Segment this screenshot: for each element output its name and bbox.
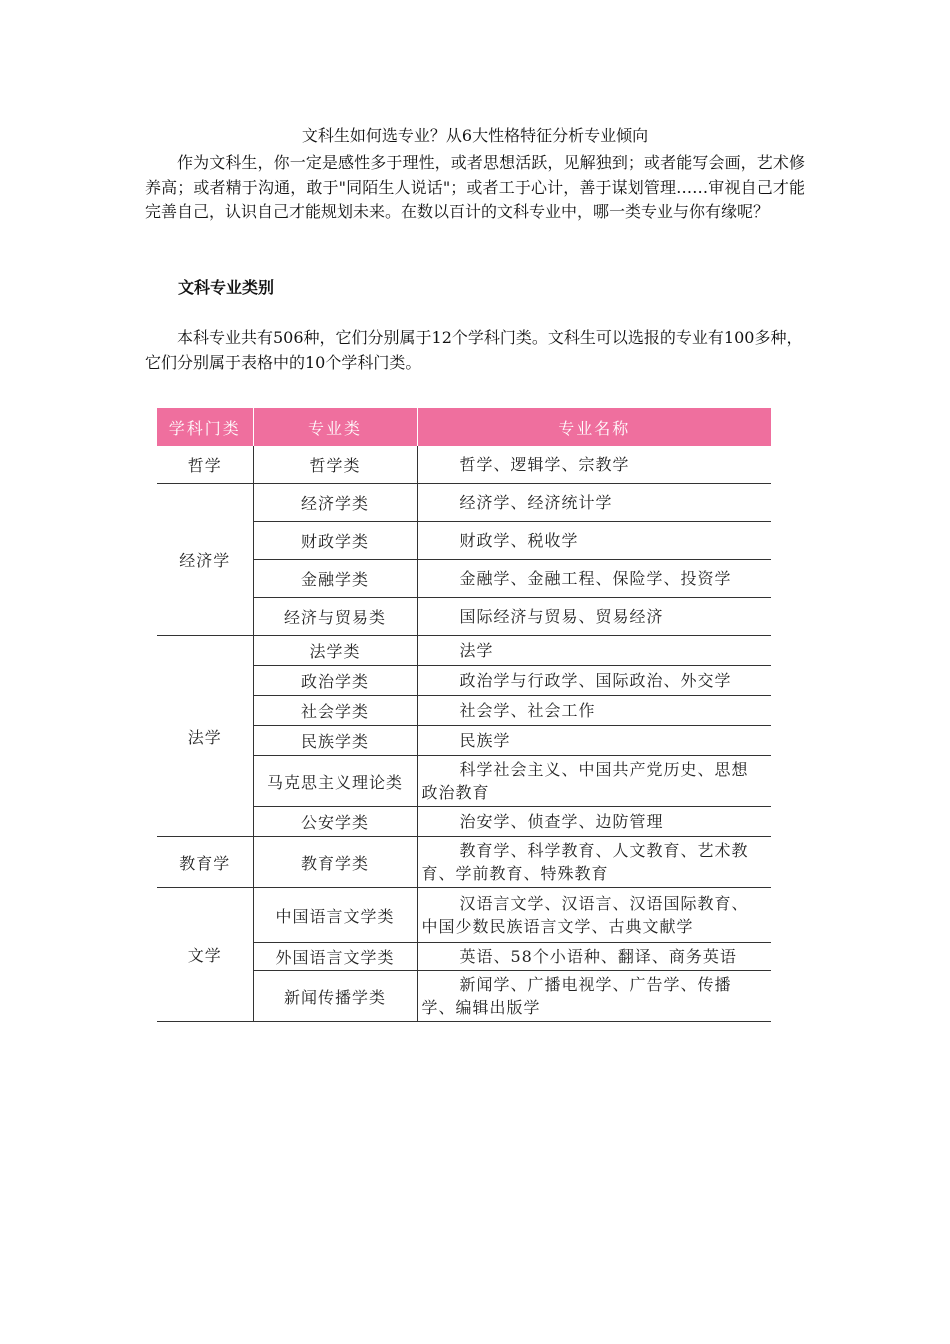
section-heading: 文科专业类别: [178, 278, 275, 297]
majors-table: [157, 408, 771, 1022]
names-cell: 治安学、侦查学、边防管理: [417, 807, 771, 837]
names-cell: 新闻学、广播电视学、广告学、传播学、编辑出版学: [417, 971, 771, 1022]
group-cell: 外国语言文学类: [253, 943, 417, 971]
names-cell: 教育学、科学教育、人文教育、艺术教育、学前教育、特殊教育: [417, 837, 771, 888]
group-cell: 民族学类: [253, 726, 417, 756]
table-row: [157, 636, 771, 666]
category-cell: 教育学: [157, 837, 253, 888]
header-names: 专业名称: [417, 408, 771, 446]
category-cell: 法学: [157, 636, 253, 837]
group-cell: 金融学类: [253, 560, 417, 598]
group-cell: 政治学类: [253, 666, 417, 696]
table-header-row: [157, 408, 771, 446]
names-cell: 金融学、金融工程、保险学、投资学: [417, 560, 771, 598]
group-cell: 中国语言文学类: [253, 888, 417, 943]
group-cell: 公安学类: [253, 807, 417, 837]
table-row: [157, 888, 771, 943]
header-group: 专业类: [253, 408, 417, 446]
group-cell: 经济与贸易类: [253, 598, 417, 636]
category-cell: 经济学: [157, 484, 253, 636]
table-row: [157, 837, 771, 888]
table-row: [157, 446, 771, 484]
group-cell: 新闻传播学类: [253, 971, 417, 1022]
names-cell: 经济学、经济统计学: [417, 484, 771, 522]
category-cell: 文学: [157, 888, 253, 1022]
names-cell: 科学社会主义、中国共产党历史、思想政治教育: [417, 756, 771, 807]
header-category: 学科门类: [157, 408, 253, 446]
names-cell: 社会学、社会工作: [417, 696, 771, 726]
page-title: 文科生如何选专业？从6大性格特征分析专业倾向: [301, 126, 649, 145]
names-cell: 哲学、逻辑学、宗教学: [417, 446, 771, 484]
group-cell: 法学类: [253, 636, 417, 666]
category-cell: 哲学: [157, 446, 253, 484]
group-cell: 马克思主义理论类: [253, 756, 417, 807]
names-cell: 民族学: [417, 726, 771, 756]
names-cell: 政治学与行政学、国际政治、外交学: [417, 666, 771, 696]
table-row: [157, 484, 771, 522]
group-cell: 教育学类: [253, 837, 417, 888]
group-cell: 哲学类: [253, 446, 417, 484]
group-cell: 经济学类: [253, 484, 417, 522]
group-cell: 财政学类: [253, 522, 417, 560]
names-cell: 国际经济与贸易、贸易经济: [417, 598, 771, 636]
body-paragraph: 本科专业共有506种，它们分别属于12个学科门类。文科生可以选报的专业有100多种，它们分别属于表格中的10个学科门类。: [145, 328, 803, 372]
group-cell: 社会学类: [253, 696, 417, 726]
names-cell: 英语、58个小语种、翻译、商务英语: [417, 943, 771, 971]
names-cell: 法学: [417, 636, 771, 666]
intro-paragraph: 作为文科生，你一定是感性多于理性，或者思想活跃，见解独到；或者能写会画，艺术修养高；或者精于沟通，敢于"同陌生人说话"；或者工于心计，善于谋划管理……审视自己才能完善自己，认识自己才能规划未来。在数以百计的文科专业中，哪一类专业与你有缘呢？: [145, 153, 805, 221]
names-cell: 财政学、税收学: [417, 522, 771, 560]
names-cell: 汉语言文学、汉语言、汉语国际教育、中国少数民族语言文学、古典文献学: [417, 888, 771, 943]
